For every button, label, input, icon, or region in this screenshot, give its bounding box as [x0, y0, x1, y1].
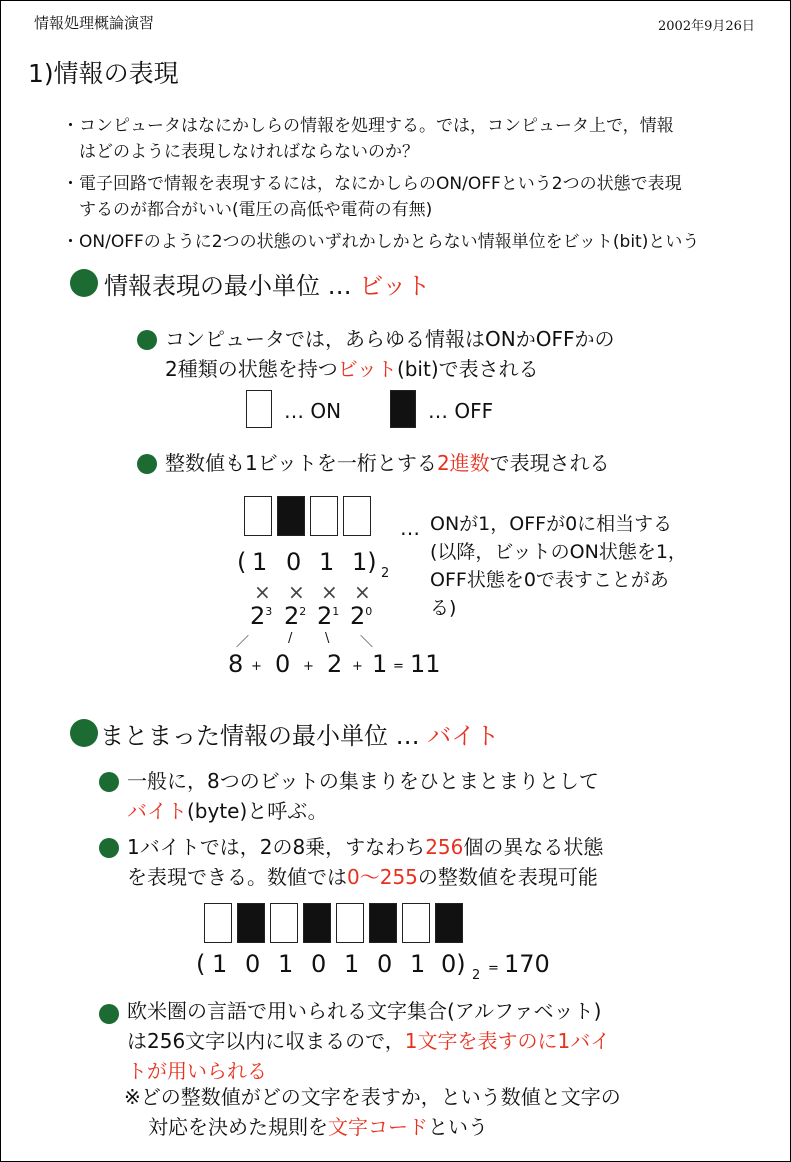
keyword-binary: 2進数: [436, 451, 490, 475]
point-line: で表現される: [489, 451, 610, 475]
binary-digit: 0: [286, 548, 302, 576]
intro-line: するのが都合がいい(電圧の高低や電荷の有無): [79, 200, 433, 220]
intro-line: 電子回路で情報を表現するには，なにかしらのON/OFFという2つの状態で表現: [79, 174, 682, 194]
keyword-one-byte: トが用いられる: [127, 1059, 267, 1083]
equals-sign: =: [393, 659, 404, 674]
bit-box: [402, 903, 430, 943]
note-line: ※どの整数値がどの文字を表すか，という数値と文字の: [124, 1085, 621, 1109]
point-line: (bit)で表される: [396, 357, 539, 381]
binary-digit: 1: [410, 950, 426, 978]
note-ellipsis: …: [400, 516, 420, 540]
point-line: を表現できる。数値では: [127, 865, 347, 889]
connector-mark: \: [325, 631, 330, 646]
section-heading-text: 情報表現の最小単位 …: [104, 272, 360, 300]
binary-open: (: [237, 548, 247, 576]
bit-box: [369, 903, 397, 943]
point-bullet-icon: [137, 330, 157, 350]
point-line: 一般に，8つのビットの集まりをひとまとまりとして: [127, 769, 599, 793]
bit-note: [430, 510, 687, 622]
intro-line: ON/OFFのように2つの状態のいずれかしかとらない情報単位をビット(bit)という: [79, 232, 700, 252]
connector-mark: ／: [236, 635, 250, 650]
point-binary: [165, 448, 610, 478]
point-line: 欧米圏の言語で用いられる文字集合(アルファベット): [127, 999, 602, 1023]
bit-box: [336, 903, 364, 943]
keyword-character-code: 文字コード: [328, 1115, 428, 1139]
times-sign: ×: [321, 580, 338, 604]
point-bullet-icon: [99, 772, 119, 792]
byte-result: 170: [504, 950, 550, 978]
point-line: 2種類の状態を持つ: [165, 357, 338, 381]
times-sign: ×: [288, 580, 305, 604]
sum-result: 11: [410, 650, 441, 678]
binary-digit: 1: [212, 950, 228, 978]
binary-digit: 0: [311, 950, 327, 978]
point-line: コンピュータでは，あらゆる情報はONかOFFかの: [165, 327, 615, 351]
section-heading-text: まとまった情報の最小単位 …: [100, 722, 428, 750]
keyword-byte: バイト: [127, 799, 187, 823]
bit-box: [310, 496, 338, 536]
binary-digit-close: 1): [352, 548, 377, 576]
note-line: る): [430, 597, 457, 619]
equals-sign: =: [488, 961, 499, 976]
date-label: 2002年9月26日: [658, 19, 755, 34]
point-bullet-icon: [137, 454, 157, 474]
binary-digit: 0: [245, 950, 261, 978]
section-bullet-icon: [70, 719, 98, 747]
intro-bullet: ・: [62, 232, 79, 252]
bit-box: [270, 903, 298, 943]
sum-term: 1: [372, 650, 388, 678]
plus-sign: +: [251, 659, 262, 674]
bit-box: [343, 496, 371, 536]
course-title: 情報処理概論演習: [34, 14, 155, 32]
keyword-one-byte: 1文字を表すのに1バイ: [404, 1029, 611, 1053]
times-sign: ×: [254, 580, 271, 604]
sum-term: 0: [275, 650, 291, 678]
intro-item-3: [62, 229, 699, 255]
binary-digit-close: 0): [441, 950, 466, 978]
bit-box: [244, 496, 272, 536]
intro-item-2: [62, 171, 682, 223]
connector-mark: /: [288, 631, 293, 646]
power-term: $2^0$: [350, 602, 373, 630]
point-line: (byte)と呼ぶ。: [187, 799, 328, 823]
point-byte-range: [127, 832, 603, 892]
plus-sign: +: [352, 659, 363, 674]
binary-digit: 0: [377, 950, 393, 978]
note-line: OFF状態を0で表すことがあ: [430, 569, 669, 591]
character-code-note: [124, 1082, 621, 1142]
power-term: $2^1$: [317, 602, 340, 630]
bit-box: [237, 903, 265, 943]
power-term: $2^2$: [284, 602, 307, 630]
intro-line: コンピュータはなにかしらの情報を処理する。では，コンピュータ上で，情報: [79, 116, 674, 136]
page-title: 1)情報の表現: [28, 59, 179, 88]
intro-bullet: ・: [62, 116, 79, 136]
point-bit-definition: [165, 324, 614, 384]
keyword-bit: ビット: [337, 357, 397, 381]
binary-base: 2: [381, 566, 390, 581]
note-line: ONが1，OFFが0に相当する: [430, 513, 673, 535]
intro-item-1: [62, 113, 674, 165]
note-line: (以降，ビットのON状態を1，: [430, 541, 687, 563]
binary-digit: 1: [319, 548, 335, 576]
power-term: $2^3$: [250, 602, 273, 630]
bit-off-box: [390, 390, 416, 428]
binary-open: (: [196, 950, 206, 978]
point-character-set: [127, 996, 610, 1086]
bit-box: [435, 903, 463, 943]
section-heading-keyword: ビット: [359, 272, 431, 300]
binary-digit: 1: [252, 548, 268, 576]
bit-on-box: [246, 390, 272, 428]
legend-on-label: … ON: [284, 399, 342, 423]
section-heading-keyword: バイト: [427, 722, 500, 750]
binary-digit: 1: [278, 950, 294, 978]
bit-box: [277, 496, 305, 536]
binary-digit: 1: [344, 950, 360, 978]
point-bullet-icon: [99, 1004, 119, 1024]
bit-box: [303, 903, 331, 943]
point-line: 個の異なる状態: [463, 835, 604, 859]
point-line: 1バイトでは，2の8乗，すなわち: [127, 835, 426, 859]
sum-term: 2: [327, 650, 343, 678]
times-sign: ×: [354, 580, 371, 604]
point-line: 整数値も1ビットを一桁とする: [165, 451, 437, 475]
note-line: という: [428, 1115, 488, 1139]
binary-base: 2: [472, 968, 481, 983]
sum-term: 8: [228, 650, 244, 678]
intro-bullet: ・: [62, 174, 79, 194]
intro-line: はどのように表現しなければならないのか？: [79, 142, 419, 162]
section-heading-bit: [104, 266, 430, 301]
plus-sign: +: [303, 659, 314, 674]
keyword-range: 0〜255: [347, 865, 418, 889]
legend-off-label: … OFF: [428, 399, 494, 423]
bit-box: [204, 903, 232, 943]
point-line: の整数値を表現可能: [417, 865, 598, 889]
point-byte-definition: [127, 766, 599, 826]
connector-mark: ＼: [360, 635, 374, 650]
point-bullet-icon: [99, 838, 119, 858]
section-heading-byte: [100, 716, 499, 751]
keyword-256: 256: [425, 835, 464, 859]
section-bullet-icon: [70, 269, 98, 297]
note-line: 対応を決めた規則を: [148, 1115, 328, 1139]
point-line: は256文字以内に収まるので，: [127, 1029, 405, 1053]
